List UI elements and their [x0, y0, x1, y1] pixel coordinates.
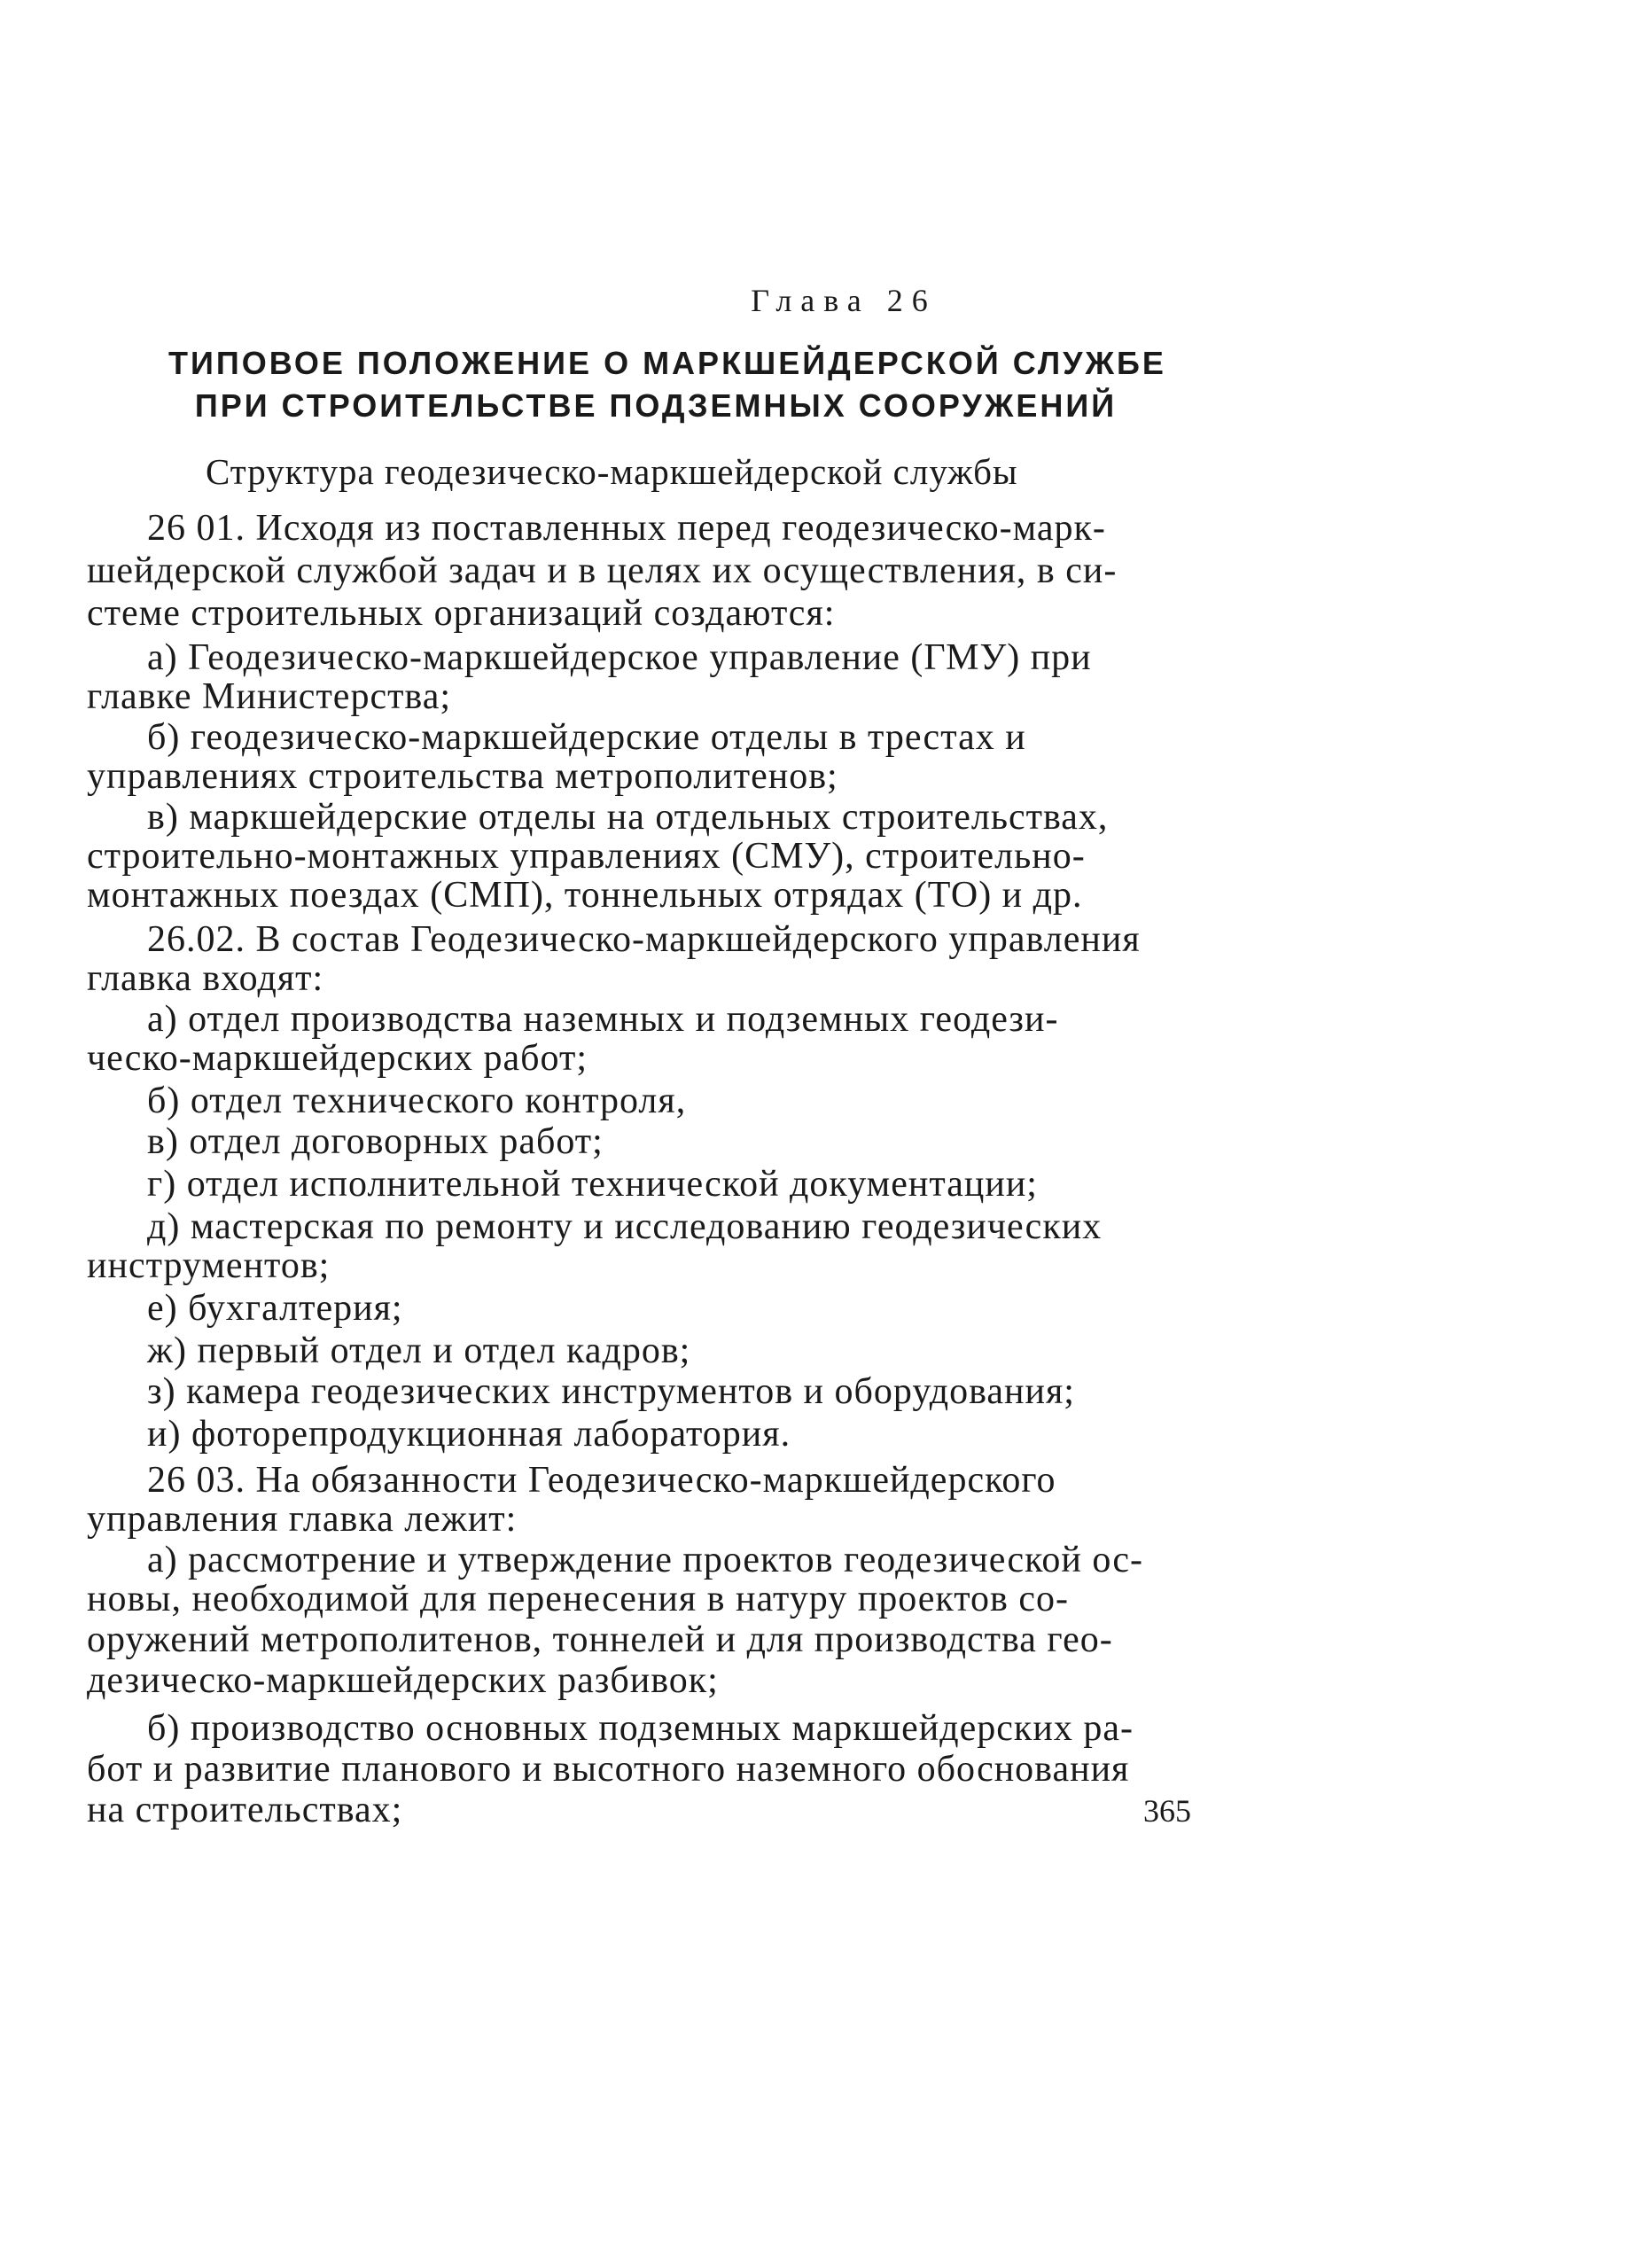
text-line: ж) первый отдел и отдел кадров;: [147, 1330, 691, 1371]
text-line: а) Геодезическо-маркшейдерское управление (ГМУ) при: [147, 637, 1092, 678]
text-line: оружений метрополитенов, тоннелей и для производства гео-: [87, 1619, 1113, 1660]
text-line: г) отдел исполнительной технической документации;: [147, 1164, 1038, 1205]
page-number: 365: [1143, 1793, 1191, 1829]
text-line: на строительствах;: [87, 1790, 403, 1830]
chapter-title-line: ПРИ СТРОИТЕЛЬСТВЕ ПОДЗЕМНЫХ СООРУЖЕНИЙ: [194, 387, 1118, 424]
text-line: 26 03. На обязанности Геодезическо-маркшейдерского: [147, 1460, 1056, 1501]
chapter-title: [168, 342, 1166, 427]
text-line: управлениях строительства метрополитенов;: [87, 756, 838, 797]
text-line: б) отдел технического контроля,: [147, 1081, 687, 1121]
text-line: инструментов;: [87, 1245, 331, 1286]
section-heading: Структура геодезическо-маркшейдерской службы: [206, 451, 1018, 492]
text-line: монтажных поездах (СМП), тоннельных отрядах (ТО) и др.: [87, 875, 1083, 916]
text-line: новы, необходимой для перенесения в натуру проектов со-: [87, 1579, 1069, 1619]
text-line: в) отдел договорных работ;: [147, 1121, 604, 1162]
text-line: стеме строительных организаций создаются:: [87, 593, 836, 634]
text-line: а) отдел производства наземных и подземных геодези-: [147, 999, 1059, 1040]
chapter-label: Глава 26: [751, 283, 937, 318]
text-line: и) фоторепродукционная лаборатория.: [147, 1414, 791, 1455]
text-line: ческо-маркшейдерских работ;: [87, 1038, 588, 1079]
text-line: е) бухгалтерия;: [147, 1288, 403, 1329]
text-line: д) мастерская по ремонту и исследованию геодезических: [147, 1206, 1103, 1247]
text-line: дезическо-маркшейдерских разбивок;: [87, 1660, 719, 1701]
text-line: управления главка лежит:: [87, 1499, 518, 1540]
text-line: шейдерской службой задач и в целях их осуществления, в си-: [87, 550, 1118, 591]
text-line: з) камера геодезических инструментов и оборудования;: [147, 1371, 1075, 1412]
text-line: строительно-монтажных управлениях (СМУ), строительно-: [87, 836, 1086, 877]
text-line: в) маркшейдерские отделы на отдельных строительствах,: [147, 797, 1109, 838]
chapter-title-line: ТИПОВОЕ ПОЛОЖЕНИЕ О МАРКШЕЙДЕРСКОЙ СЛУЖБЕ: [168, 345, 1166, 381]
text-line: 26 01. Исходя из поставленных перед геодезическо-марк-: [147, 508, 1106, 549]
text-line: 26.02. В состав Геодезическо-маркшейдерского управления: [147, 919, 1141, 960]
text-line: главка входят:: [87, 958, 324, 999]
text-line: бот и развитие планового и высотного наземного обоснования: [87, 1749, 1130, 1790]
text-line: б) геодезическо-маркшейдерские отделы в трестах и: [147, 717, 1026, 758]
text-line: а) рассмотрение и утверждение проектов геодезической ос-: [147, 1540, 1144, 1580]
text-line: главке Министерства;: [87, 676, 452, 717]
text-line: б) производство основных подземных маркшейдерских ра-: [147, 1708, 1134, 1749]
